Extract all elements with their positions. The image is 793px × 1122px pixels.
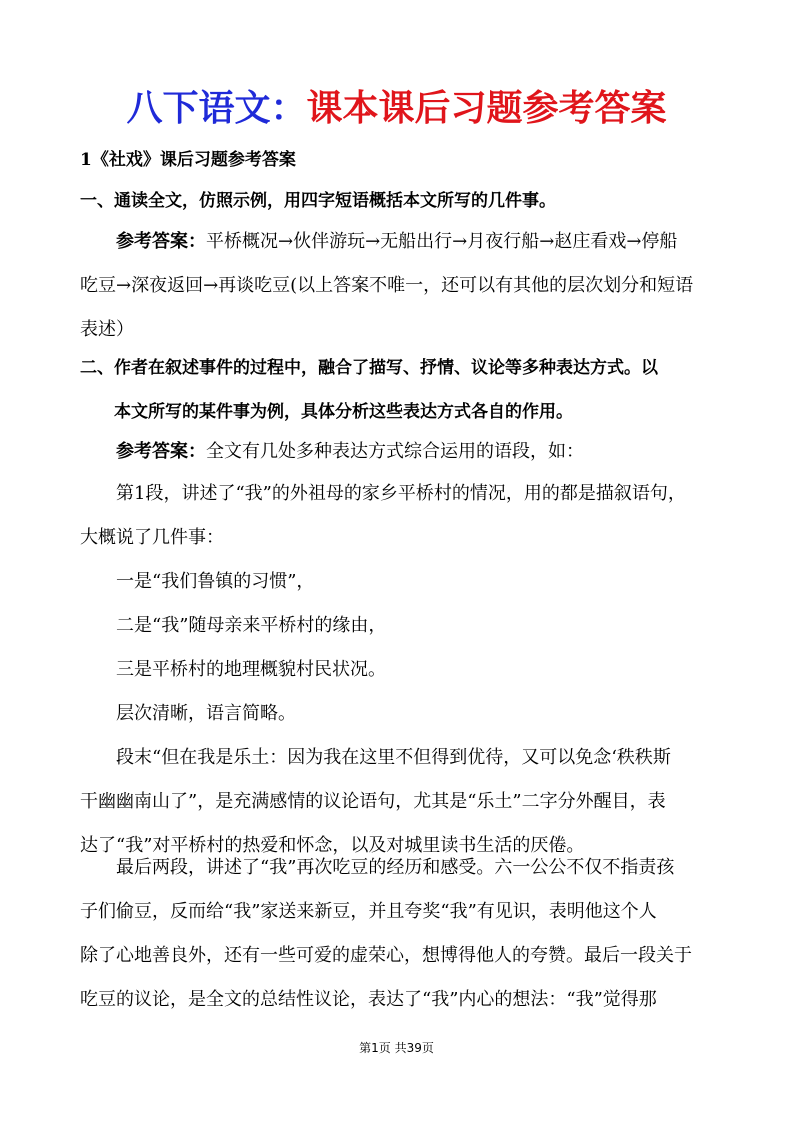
- page-title: [0, 86, 793, 130]
- para-3-line-2: 子们偷豆，反而给“我”家送来新豆，并且夸奖“我”有见识，表明他这个人: [80, 901, 657, 922]
- title-part-topic: 课本课后习题参考答案: [306, 87, 667, 129]
- answer-label: 参考答案：: [116, 441, 206, 462]
- question-2: [80, 346, 720, 434]
- answer-2-body: [80, 472, 720, 868]
- answer-1-cont: [80, 264, 720, 352]
- para-1-line-2: 大概说了几件事：: [80, 527, 224, 548]
- question-1: 一、通读全文，仿照示例，用四字短语概括本文所写的几件事。: [80, 191, 556, 211]
- answer-2-intro-text: 全文有几处多种表达方式综合运用的语段，如：: [206, 441, 584, 462]
- para-2-line-2: 干幽幽南山了”，是充满感情的议论语句，尤其是“乐土”二字分外醒目，表: [80, 791, 666, 812]
- answer-2-final: [80, 846, 720, 1022]
- para-2-line-1: 段末“但在我是乐土：因为我在这里不但得到优待，又可以免念‘秩秩斯: [116, 747, 671, 768]
- para-3-line-4: 吃豆的议论，是全文的总结性议论，表达了“我”内心的想法：“我”觉得那: [80, 989, 657, 1010]
- para-3-line-3: 除了心地善良外，还有一些可爱的虚荣心，想博得他人的夸赞。最后一段关于: [80, 945, 692, 966]
- list-item-3: 三是平桥村的地理概貌村民状况。: [116, 659, 386, 680]
- page-number: 第1页 共39页: [359, 1041, 434, 1055]
- answer-2-intro: [80, 430, 720, 474]
- para-3-line-1: 最后两段，讲述了“我”再次吃豆的经历和感受。六一公公不仅不指责孩: [116, 857, 675, 878]
- list-item-1: 一是“我们鲁镇的习惯”，: [116, 571, 315, 592]
- list-item-2: 二是“我”随母亲来平桥村的缘由，: [116, 615, 387, 636]
- question-2-line-1: 二、作者在叙述事件的过程中，融合了描写、抒情、议论等多种表达方式。以: [80, 358, 658, 378]
- para-2-line-3: 达了“我”对平桥村的热爱和怀念，以及对城里读书生活的厌倦。: [80, 835, 585, 856]
- answer-1-text: 平桥概况→伙伴游玩→无船出行→月夜行船→赵庄看戏→停船: [206, 231, 678, 252]
- answer-1-line-1: [80, 220, 720, 264]
- summary-line: 层次清晰，语言简略。: [116, 703, 296, 724]
- section-heading: 1《社戏》课后习题参考答案: [80, 150, 296, 170]
- answer-label: 参考答案：: [116, 231, 206, 252]
- answer-1-line-2: 吃豆→深夜返回→再谈吃豆(以上答案不唯一，还可以有其他的层次划分和短语: [80, 275, 694, 296]
- answer-1: [80, 220, 720, 264]
- para-1-line-1: 第1段，讲述了“我”的外祖母的家乡平桥村的情况，用的都是描叙语句，: [116, 483, 686, 504]
- answer-1-line-3: 表述）: [80, 319, 134, 340]
- title-part-grade: 八下语文：: [126, 87, 307, 129]
- question-2-line-2: 本文所写的某件事为例，具体分析这些表达方式各自的作用。: [114, 402, 573, 422]
- answer-2-intro-line: [80, 430, 720, 474]
